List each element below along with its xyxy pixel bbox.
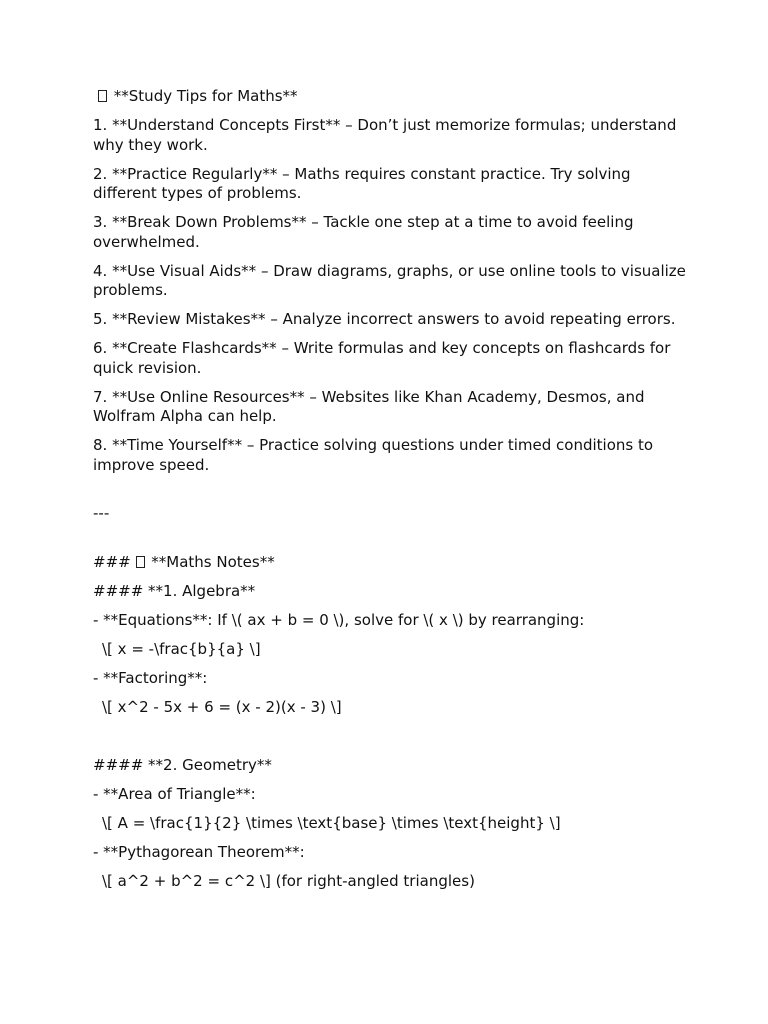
tip-4: 4. **Use Visual Aids** – Draw diagrams, graphs, or use online tools to visualize problems. bbox=[93, 261, 686, 299]
tip-3: 3. **Break Down Problems** – Tackle one step at a time to avoid feeling overwhelmed. bbox=[93, 213, 634, 251]
equations-formula: \[ x = -\frac{b}{a} \] bbox=[102, 639, 261, 658]
tip-2: 2. **Practice Regularly** – Maths requires constant practice. Try solving different types of problems. bbox=[93, 164, 631, 202]
maths-notes-heading-text: **Maths Notes** bbox=[151, 552, 275, 571]
missing-glyph-icon bbox=[136, 556, 145, 568]
heading-prefix: ### bbox=[93, 552, 131, 571]
missing-glyph-icon bbox=[98, 90, 107, 102]
study-tips-title-text: **Study Tips for Maths** bbox=[113, 87, 298, 105]
geometry-heading: #### **2. Geometry** bbox=[93, 756, 272, 774]
tip-8: 8. **Time Yourself** – Practice solving questions under timed conditions to improve speed. bbox=[93, 436, 654, 474]
pythagoras-formula: \[ a^2 + b^2 = c^2 \] (for right-angled triangles) bbox=[102, 872, 475, 890]
tip-5: 5. **Review Mistakes** – Analyze incorrect answers to avoid repeating errors. bbox=[93, 310, 676, 328]
maths-notes-heading bbox=[93, 553, 693, 573]
triangle-label: - **Area of Triangle**: bbox=[93, 785, 256, 803]
triangle-formula: \[ A = \frac{1}{2} \times \text{base} \times \text{height} \] bbox=[102, 814, 561, 832]
tip-6: 6. **Create Flashcards** – Write formulas and key concepts on flashcards for quick revision. bbox=[93, 339, 671, 377]
pythagoras-label: - **Pythagorean Theorem**: bbox=[93, 843, 305, 861]
tip-1: 1. **Understand Concepts First** – Don’t just memorize formulas; understand why they work. bbox=[93, 116, 677, 154]
tip-7: 7. **Use Online Resources** – Websites like Khan Academy, Desmos, and Wolfram Alpha can help. bbox=[93, 387, 645, 425]
study-tips-title bbox=[93, 87, 693, 107]
document-content bbox=[93, 87, 693, 901]
factoring-label: - **Factoring**: bbox=[93, 668, 208, 687]
equations-label: - **Equations**: If \( ax + b = 0 \), solve for \( x \) by rearranging: bbox=[93, 610, 585, 629]
separator: --- bbox=[93, 504, 110, 522]
factoring-formula: \[ x^2 - 5x + 6 = (x - 2)(x - 3) \] bbox=[102, 697, 342, 716]
algebra-heading: #### **1. Algebra** bbox=[93, 581, 256, 600]
